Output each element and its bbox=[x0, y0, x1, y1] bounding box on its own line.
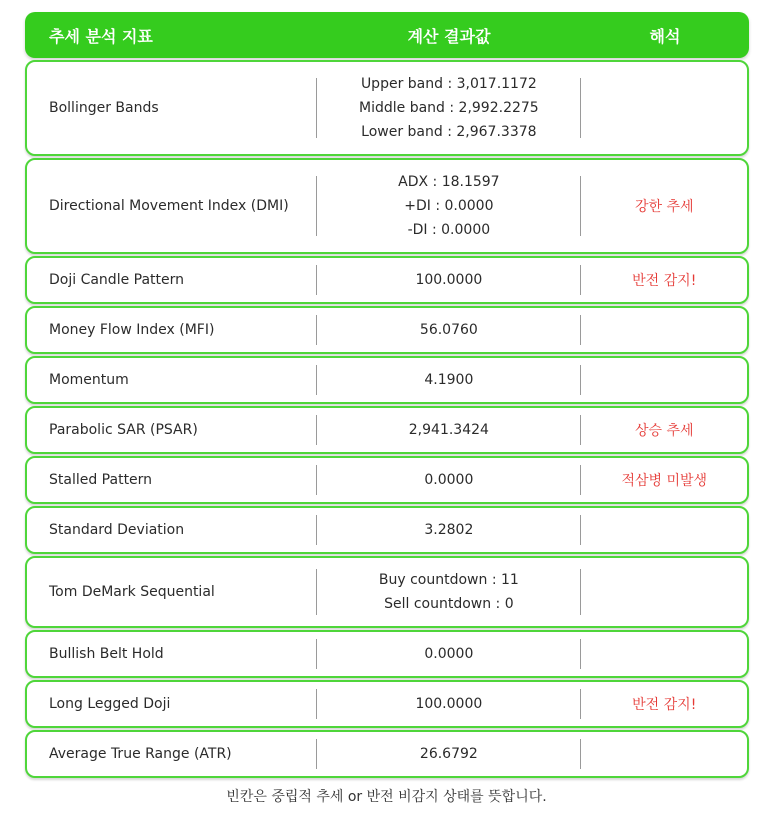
interpretation: 적삼병 미발생 bbox=[621, 473, 708, 489]
column-divider bbox=[580, 639, 581, 669]
table-row bbox=[25, 730, 749, 778]
table-row bbox=[25, 406, 749, 454]
interpretation: 상승 추세 bbox=[634, 423, 694, 439]
footnote: 빈칸은 중립적 추세 or 반전 비감지 상태를 뜻합니다. bbox=[226, 789, 547, 805]
indicator-value: 4.1900 bbox=[424, 372, 474, 388]
column-divider bbox=[580, 78, 581, 138]
indicator-name: Long Legged Doji bbox=[49, 696, 171, 712]
indicator-value: 0.0000 bbox=[424, 646, 474, 662]
value-line: Upper band : 3,017.1172 bbox=[360, 76, 537, 92]
indicator-value: 100.0000 bbox=[415, 272, 483, 288]
indicator-name: Momentum bbox=[49, 372, 129, 388]
indicator-value: 0.0000 bbox=[424, 472, 474, 488]
indicator-value: 56.0760 bbox=[419, 322, 478, 338]
indicator-name: Parabolic SAR (PSAR) bbox=[49, 422, 198, 438]
indicator-value: 26.6792 bbox=[419, 746, 478, 762]
indicator-name: Bollinger Bands bbox=[49, 100, 159, 116]
indicator-value bbox=[317, 568, 580, 616]
column-divider bbox=[580, 315, 581, 345]
table-row bbox=[25, 306, 749, 354]
indicator-name: Stalled Pattern bbox=[49, 472, 153, 488]
table-row bbox=[25, 356, 749, 404]
indicator-name: Average True Range (ATR) bbox=[49, 746, 232, 762]
indicator-value: 100.0000 bbox=[415, 696, 483, 712]
table-row bbox=[25, 680, 749, 728]
indicator-name: Doji Candle Pattern bbox=[49, 272, 185, 288]
indicator-value bbox=[317, 72, 580, 144]
table-row bbox=[25, 256, 749, 304]
interpretation: 강한 추세 bbox=[634, 199, 694, 215]
column-divider bbox=[580, 569, 581, 615]
table-row bbox=[25, 456, 749, 504]
value-line: Buy countdown : 11 bbox=[378, 572, 519, 588]
indicator-table bbox=[25, 12, 749, 780]
value-line: ADX : 18.1597 bbox=[398, 174, 500, 190]
indicator-value: 2,941.3424 bbox=[408, 422, 489, 438]
value-line: Lower band : 2,967.3378 bbox=[361, 124, 537, 140]
value-line: Middle band : 2,992.2275 bbox=[359, 100, 539, 116]
header-result: 계산 결과값 bbox=[407, 26, 491, 46]
interpretation: 반전 감지! bbox=[632, 273, 697, 289]
table-row bbox=[25, 158, 749, 254]
indicator-name: Standard Deviation bbox=[49, 522, 185, 538]
column-divider bbox=[580, 365, 581, 395]
indicator-value bbox=[317, 170, 580, 242]
interpretation: 반전 감지! bbox=[632, 697, 697, 713]
table-row bbox=[25, 556, 749, 628]
indicator-value: 3.2802 bbox=[424, 522, 474, 538]
column-divider bbox=[580, 515, 581, 545]
table-row bbox=[25, 60, 749, 156]
header-interpretation: 해석 bbox=[649, 26, 681, 46]
table-row bbox=[25, 506, 749, 554]
header-indicator: 추세 분석 지표 bbox=[49, 26, 153, 46]
indicator-name: Directional Movement Index (DMI) bbox=[49, 198, 289, 214]
indicator-name: Tom DeMark Sequential bbox=[49, 584, 215, 600]
indicator-name: Bullish Belt Hold bbox=[49, 646, 164, 662]
value-line: Sell countdown : 0 bbox=[384, 596, 514, 612]
indicator-name: Money Flow Index (MFI) bbox=[49, 322, 215, 338]
table-header bbox=[25, 12, 749, 58]
value-line: +DI : 0.0000 bbox=[404, 198, 494, 214]
table-row bbox=[25, 630, 749, 678]
value-line: -DI : 0.0000 bbox=[407, 222, 491, 238]
column-divider bbox=[580, 739, 581, 769]
